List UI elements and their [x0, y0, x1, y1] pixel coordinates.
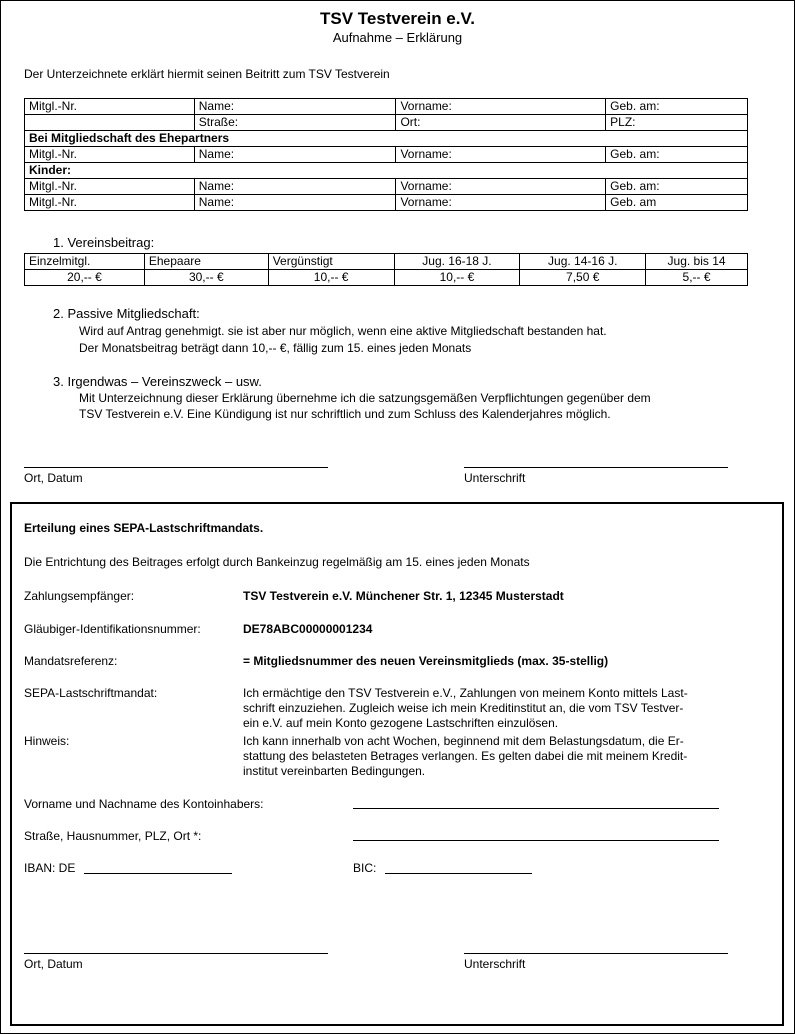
- street-cell[interactable]: Straße:: [194, 115, 396, 131]
- address-label: Straße, Hausnummer, PLZ, Ort *:: [24, 829, 202, 843]
- birthdate-cell[interactable]: Geb. am:: [606, 147, 748, 163]
- table-row: [25, 179, 748, 195]
- birthdate-cell[interactable]: Geb. am: [606, 195, 748, 211]
- fee-header: Ehepaare: [144, 254, 268, 270]
- firstname-cell[interactable]: Vorname:: [396, 147, 606, 163]
- name-cell[interactable]: Name:: [194, 195, 396, 211]
- mandate-text: Ich ermächtige den TSV Testverein e.V., Zahlungen von meinem Konto mittels Last-: [243, 686, 688, 700]
- bic-field[interactable]: [385, 873, 532, 874]
- payee-value: TSV Testverein e.V. Münchener Str. 1, 12345 Musterstadt: [243, 589, 564, 603]
- section3-line: Mit Unterzeichnung dieser Erklärung übernehme ich die satzungsgemäßen Verpflichtungen gegenüber dem: [79, 391, 651, 405]
- note-text: stattung des belasteten Betrages verlangen. Es gelten dabei die mit meinem Kredit-: [243, 749, 688, 763]
- note-text: institut vereinbarten Bedingungen.: [243, 764, 426, 778]
- table-row: [25, 254, 748, 270]
- signature-line[interactable]: [464, 467, 728, 468]
- zip-cell[interactable]: PLZ:: [606, 115, 748, 131]
- section1-heading: 1. Vereinsbeitrag:: [53, 235, 155, 250]
- fee-value: 5,-- €: [646, 270, 748, 286]
- place-date-label: Ort, Datum: [24, 471, 83, 485]
- table-row: [25, 163, 748, 179]
- fee-value: 10,-- €: [394, 270, 520, 286]
- firstname-cell[interactable]: Vorname:: [396, 99, 606, 115]
- note-label: Hinweis:: [24, 734, 70, 748]
- place-date-label: Ort, Datum: [24, 957, 83, 971]
- signature-line[interactable]: [24, 953, 328, 954]
- member-table: [24, 98, 748, 211]
- bic-label: BIC:: [353, 861, 377, 875]
- page-subtitle: Aufnahme – Erklärung: [332, 30, 463, 45]
- table-row: [25, 115, 748, 131]
- fee-header: Jug. 14-16 J.: [520, 254, 646, 270]
- fee-header: Einzelmitgl.: [25, 254, 145, 270]
- signature-label: Unterschrift: [464, 957, 526, 971]
- creditor-id-value: DE78ABC00000001234: [243, 622, 373, 636]
- mandate-label: SEPA-Lastschriftmandat:: [24, 686, 158, 700]
- partner-heading: Bei Mitgliedschaft des Ehepartners: [25, 131, 748, 147]
- sepa-title: Erteilung eines SEPA-Lastschriftmandats.: [24, 521, 264, 535]
- fee-value: 7,50 €: [520, 270, 646, 286]
- table-row: [25, 270, 748, 286]
- intro-text: Der Unterzeichnete erklärt hiermit seinen Beitritt zum TSV Testverein: [24, 67, 390, 81]
- address-field[interactable]: [353, 840, 719, 841]
- mandate-text: ein e.V. auf mein Konto gezogene Lastschriften einzulösen.: [243, 716, 559, 730]
- table-row: [25, 195, 748, 211]
- section3-line: TSV Testverein e.V. Eine Kündigung ist nur schriftlich und zum Schluss des Kalenderjahres möglich.: [79, 407, 611, 421]
- section2-heading: 2. Passive Mitgliedschaft:: [53, 306, 200, 321]
- firstname-cell[interactable]: Vorname:: [396, 179, 606, 195]
- note-text: Ich kann innerhalb von acht Wochen, beginnend mit dem Belastungsdatum, die Er-: [243, 734, 684, 748]
- fee-value: 10,-- €: [268, 270, 394, 286]
- iban-field[interactable]: [84, 873, 232, 874]
- fee-header: Jug. bis 14: [646, 254, 748, 270]
- firstname-cell[interactable]: Vorname:: [396, 195, 606, 211]
- name-cell[interactable]: Name:: [194, 99, 396, 115]
- name-cell[interactable]: Name:: [194, 179, 396, 195]
- signature-line[interactable]: [464, 953, 728, 954]
- member-number-cell[interactable]: Mitgl.-Nr.: [25, 195, 195, 211]
- table-row: [25, 147, 748, 163]
- fee-header: Vergünstigt: [268, 254, 394, 270]
- signature-label: Unterschrift: [464, 471, 526, 485]
- fee-header: Jug. 16-18 J.: [394, 254, 520, 270]
- section2-line: Der Monatsbeitrag beträgt dann 10,-- €, fällig zum 15. eines jeden Monats: [79, 341, 472, 355]
- signature-line[interactable]: [24, 467, 328, 468]
- fee-value: 30,-- €: [144, 270, 268, 286]
- member-number-cell[interactable]: Mitgl.-Nr.: [25, 99, 195, 115]
- birthdate-cell[interactable]: Geb. am:: [606, 99, 748, 115]
- fee-value: 20,-- €: [25, 270, 145, 286]
- mandate-ref-value: = Mitgliedsnummer des neuen Vereinsmitglieds (max. 35-stellig): [243, 654, 609, 668]
- fee-table: [24, 253, 748, 286]
- mandate-ref-label: Mandatsreferenz:: [24, 654, 118, 668]
- section2-line: Wird auf Antrag genehmigt. sie ist aber nur möglich, wenn eine aktive Mitgliedschaft bestanden hat.: [79, 324, 607, 338]
- payee-label: Zahlungsempfänger:: [24, 589, 135, 603]
- iban-label: IBAN: DE: [24, 861, 76, 875]
- account-holder-field[interactable]: [353, 808, 719, 809]
- city-cell[interactable]: Ort:: [396, 115, 606, 131]
- table-row: [25, 99, 748, 115]
- sepa-intro: Die Entrichtung des Beitrages erfolgt durch Bankeinzug regelmäßig am 15. eines jeden Monats: [24, 555, 530, 569]
- birthdate-cell[interactable]: Geb. am:: [606, 179, 748, 195]
- account-holder-label: Vorname und Nachname des Kontoinhabers:: [24, 797, 264, 811]
- mandate-text: schrift einzuziehen. Zugleich weise ich mein Kreditinstitut an, die vom TSV Testver-: [243, 701, 684, 715]
- section3-heading: 3. Irgendwas – Vereinszweck – usw.: [53, 374, 262, 389]
- creditor-id-label: Gläubiger-Identifikationsnummer:: [24, 622, 201, 636]
- table-row: [25, 131, 748, 147]
- member-number-cell[interactable]: Mitgl.-Nr.: [25, 147, 195, 163]
- empty-cell: [25, 115, 195, 131]
- member-number-cell[interactable]: Mitgl.-Nr.: [25, 179, 195, 195]
- kids-heading: Kinder:: [25, 163, 748, 179]
- page-title: TSV Testverein e.V.: [320, 9, 475, 28]
- name-cell[interactable]: Name:: [194, 147, 396, 163]
